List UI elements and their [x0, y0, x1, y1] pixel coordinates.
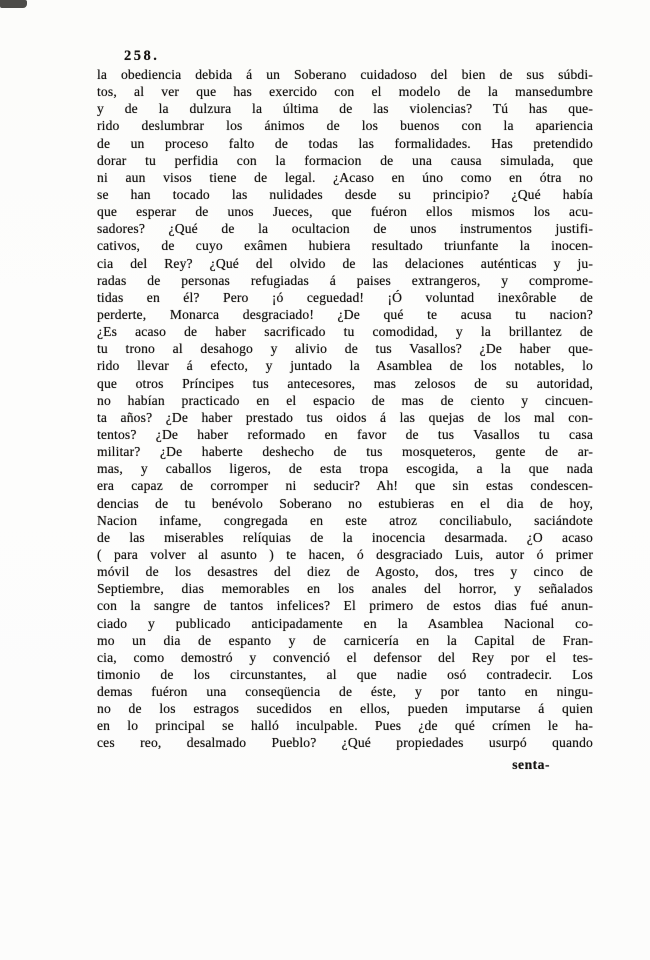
text-line: mas, y caballos ligeros, de esta tropa escogida, a la que nada [97, 461, 593, 477]
text-line: móvil de los desastres del diez de Agosto, dos, tres y cinco de [97, 564, 593, 580]
text-line: ciado y publicado anticipadamente en la Asamblea Nacional co- [97, 615, 593, 631]
text-line: no de los estragos sucedidos en ellos, pueden imputarse á quien [97, 701, 593, 717]
text-line: tu trono al desahogo y alivio de tus Vasallos? ¿De haber que- [97, 341, 593, 357]
text-line: y de la dulzura la última de las violencias? Tú has que- [97, 101, 593, 117]
text-line: cativos, de cuyo exâmen hubiera resultado triunfante la inocen- [97, 238, 593, 254]
text-line: tidas en él? Pero ¡ó ceguedad! ¡Ó voluntad inexôrable de [97, 289, 593, 305]
text-line: de un proceso falto de todas las formalidades. Has pretendido [97, 135, 593, 151]
text-line: cia del Rey? ¿Qué del olvido de las delaciones auténticas y ju- [97, 255, 593, 271]
catchword: senta- [512, 757, 550, 772]
text-line: que esperar de unos Jueces, que fuéron ellos mismos los acu- [97, 204, 593, 220]
text-line: cia, como demostró y convenció el defensor del Rey por el tes- [97, 649, 593, 665]
scan-artifact [0, 0, 27, 8]
text-line: se han tocado las nulidades desde su principio? ¿Qué había [97, 186, 593, 202]
text-line: rido llevar á efecto, y juntado la Asamblea de los notables, lo [97, 358, 593, 374]
text-line: era capaz de corromper ni seducir? Ah! que sin estas condescen- [97, 478, 593, 494]
text-line: rido deslumbrar los ánimos de los buenos con la apariencia [97, 118, 593, 134]
text-line: tos, al ver que has exercido con el modelo de la mansedumbre [97, 84, 593, 100]
text-line: dencias de tu benévolo Soberano no estubieras en el dia de hoy, [97, 495, 593, 511]
text-line: militar? ¿De haberte deshecho de tus mosqueteros, gente de ar- [97, 444, 593, 460]
text-line: ta años? ¿De haber prestado tus oidos á las quejas de los mal con- [97, 409, 593, 425]
page-text [97, 66, 593, 752]
text-line: la obediencia debida á un Soberano cuidadoso del bien de sus súbdi- [97, 67, 593, 82]
text-line: sadores? ¿Qué de la ocultacion de unos instrumentos justifi- [97, 221, 593, 237]
text-line: ¿Es acaso de haber sacrificado tu comodidad, y la brillantez de [97, 324, 593, 340]
text-line: radas de personas refugiadas á paises extrangeros, y comprome- [97, 272, 593, 288]
text-line: tentos? ¿De haber reformado en favor de tus Vasallos tu casa [97, 426, 593, 442]
text-line: ( para volver al asunto ) te hacen, ó desgraciado Luis, autor ó primer [97, 546, 593, 562]
text-line: demas fuéron una conseqüencia de éste, y por tanto en ningu- [97, 684, 593, 700]
text-line: Septiembre, dias memorables en los anales del horror, y señalados [97, 581, 593, 597]
text-line: que otros Príncipes tus antecesores, mas zelosos de su autoridad, [97, 375, 593, 391]
text-line: ces reo, desalmado Pueblo? ¿Qué propiedades usurpó quando [97, 735, 593, 751]
text-line: ni aun visos tiene de legal. ¿Acaso en úno como en ótra no [97, 169, 593, 185]
text-line: en lo principal se halló inculpable. Pues ¿de qué crímen le ha- [97, 718, 593, 734]
text-line: no habían practicado en el espacio de mas de ciento y cincuen- [97, 392, 593, 408]
text-line: Nacion infame, congregada en este atroz conciliabulo, saciándote [97, 512, 593, 528]
text-line: de las miserables relíquias de la inocencia desarmada. ¿O acaso [97, 529, 593, 545]
page-number: 258. [124, 48, 160, 64]
text-line: con la sangre de tantos infelices? El primero de estos dias fué anun- [97, 598, 593, 614]
text-line: dorar tu perfidia con la formacion de una causa simulada, que [97, 152, 593, 168]
text-line: mo un dia de espanto y de carnicería en la Capital de Fran- [97, 632, 593, 648]
text-line: perderte, Monarca desgraciado! ¿De qué te acusa tu nacion? [97, 306, 593, 322]
text-line: timonio de los circunstantes, al que nadie osó contradecir. Los [97, 666, 593, 682]
